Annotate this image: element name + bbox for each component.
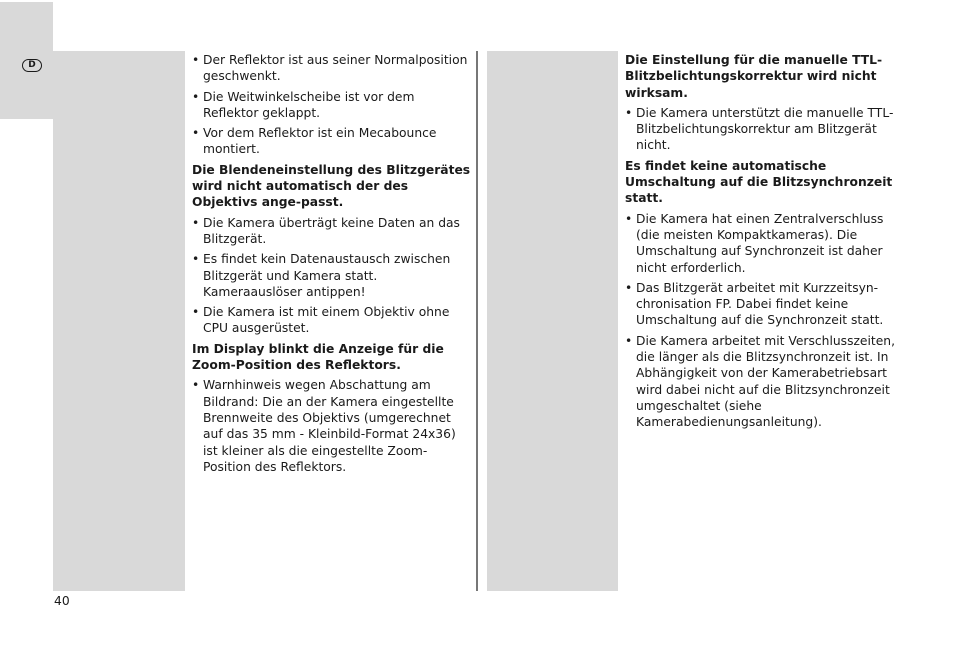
section-heading: Es findet keine automatische Umschaltung auf die Blitzsynchronzeit statt. bbox=[625, 158, 893, 206]
bullet-icon: • bbox=[625, 333, 633, 348]
list-item: • Die Kamera unterstützt die manuelle TTL-Blitzbelichtungskorrektur am Blitzgerät nicht. bbox=[625, 105, 894, 153]
intro-list bbox=[192, 52, 472, 158]
bullet-icon: • bbox=[192, 215, 200, 230]
right-text-column bbox=[625, 52, 905, 435]
list-item: • Die Weitwinkelscheibe ist vor dem Reflektor geklappt. bbox=[192, 89, 415, 120]
left-margin-panel bbox=[53, 51, 185, 591]
list-item: • Das Blitzgerät arbeitet mit Kurzzeitsyn-chronisation FP. Dabei findet keine Umschaltung auf die Synchronzeit statt. bbox=[625, 280, 884, 328]
bullet-icon: • bbox=[625, 211, 633, 226]
language-badge: D bbox=[22, 59, 42, 72]
list-item: • Die Kamera ist mit einem Objektiv ohne CPU ausgerüstet. bbox=[192, 305, 450, 336]
bullet-icon: • bbox=[192, 126, 200, 141]
list-item: • Die Kamera hat einen Zentralverschluss (die meisten Kompaktkameras). Die Umschaltung auf Synchronzeit ist daher nicht erforderlich. bbox=[625, 211, 884, 275]
list-item: • Vor dem Reflektor ist ein Mecabounce montiert. bbox=[192, 126, 437, 157]
list-item: • Die Kamera überträgt keine Daten an das Blitzgerät. bbox=[192, 215, 460, 246]
bullet-icon: • bbox=[192, 89, 200, 104]
list-item: • Die Kamera arbeitet mit Verschlusszeiten, die länger als die Blitzsynchronzeit ist. In Abhängigkeit von der Kamerabetriebsart wird dabei nicht auf die Blitzsynchronzeit umgeschaltet (siehe Kamerabedienungsanleitung). bbox=[625, 333, 895, 430]
bullet-icon: • bbox=[625, 280, 633, 295]
section-heading: Die Einstellung für die manuelle TTL-Blitzbelichtungskorrektur wird nicht wirksam. bbox=[625, 53, 883, 100]
list-item: • Der Reflektor ist aus seiner Normalposition geschwenkt. bbox=[192, 53, 468, 84]
bullet-icon: • bbox=[192, 53, 200, 67]
section-list bbox=[192, 215, 472, 337]
middle-margin-panel bbox=[487, 51, 618, 591]
section-list bbox=[625, 211, 905, 431]
bullet-icon: • bbox=[192, 252, 200, 267]
list-item: • Es findet kein Datenaustausch zwischen Blitzgerät und Kamera statt. Kameraauslöser antippen! bbox=[192, 252, 451, 299]
list-item: • Warnhinweis wegen Abschattung am Bildrand: Die an der Kamera eingestellte Brennweite des Objektivs (umgerechnet auf das 35 mm - Kleinbild-Format 24x36) ist kleiner als die eingestellte Zoom-Position des Reflektors. bbox=[192, 378, 456, 474]
left-text-column bbox=[192, 52, 472, 479]
section-list bbox=[625, 105, 905, 154]
bullet-icon: • bbox=[192, 378, 200, 393]
section-heading: Im Display blinkt die Anzeige für die Zoom-Position des Reflektors. bbox=[192, 341, 444, 373]
bullet-icon: • bbox=[625, 105, 633, 120]
section-list bbox=[192, 377, 472, 475]
section-heading: Die Blendeneinstellung des Blitzgerätes wird nicht automatisch der des Objektivs ange-passt. bbox=[192, 162, 471, 210]
column-divider bbox=[476, 51, 478, 591]
page-number: 40 bbox=[54, 594, 70, 608]
bullet-icon: • bbox=[192, 305, 200, 320]
